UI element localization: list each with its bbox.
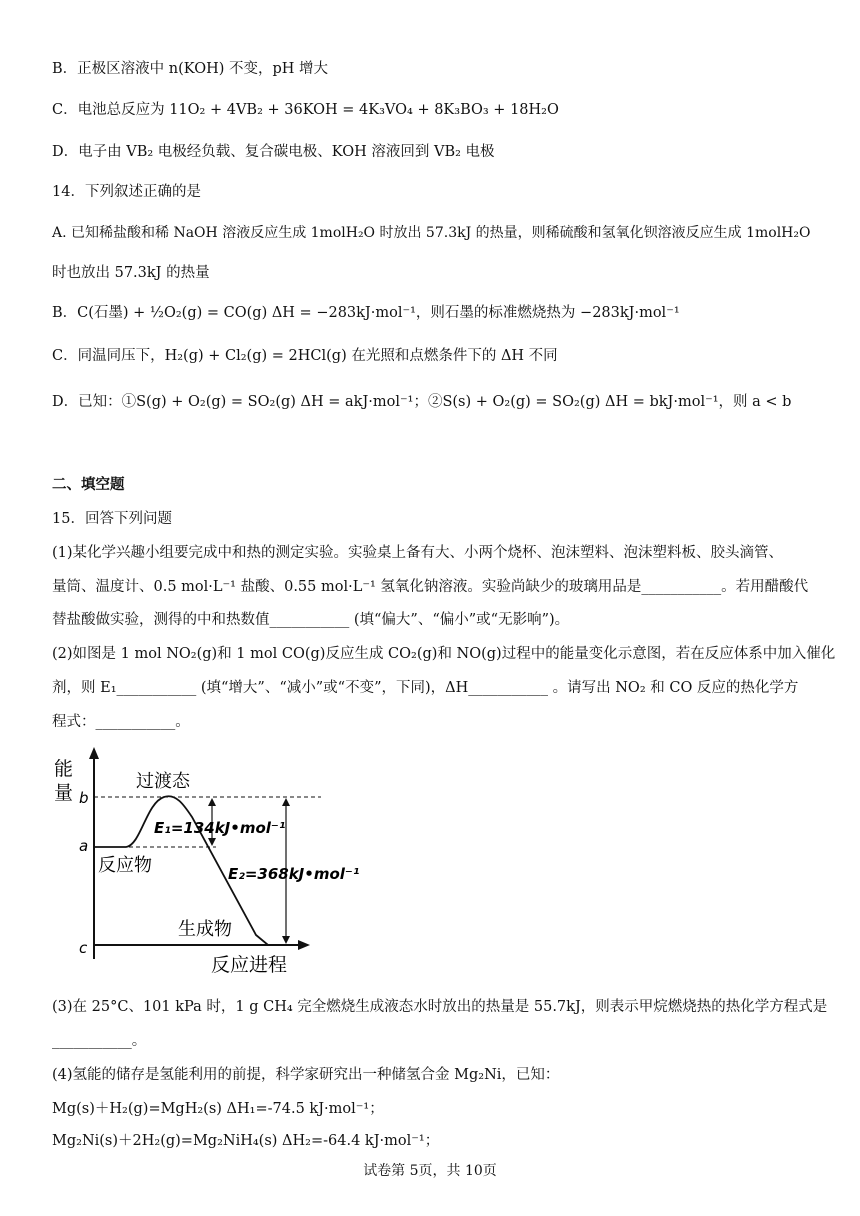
option-13c: C．电池总反应为 11O₂ + 4VB₂ + 36KOH = 4K₃VO₄ + 8K₃BO₃ + 18H₂O (52, 102, 559, 118)
y-axis-label-top: 能 (54, 758, 74, 780)
energy-diagram (46, 745, 366, 977)
question-14-stem: 14．下列叙述正确的是 (52, 184, 201, 200)
question-15-part1-line3: 替盐酸做实验，测得的中和热数值___________ (填“偏大”、“偏小”或“无影响”)。 (52, 612, 570, 628)
level-b-label: b (79, 789, 89, 807)
level-a-label: a (79, 837, 89, 855)
option-14a-line1: A. 已知稀盐酸和稀 NaOH 溶液反应生成 1molH₂O 时放出 57.3kJ 的热量，则稀硫酸和氢氧化钡溶液反应生成 1molH₂O (52, 225, 811, 241)
products-label: 生成物 (178, 919, 232, 940)
level-c-label: c (79, 939, 88, 957)
e2-label: E₂=368kJ•mol⁻¹ (228, 865, 360, 883)
option-14b: B．C(石墨) + ½O₂(g) = CO(g) ΔH = −283kJ·mol⁻¹，则石墨的标准燃烧热为 −283kJ·mol⁻¹ (52, 305, 680, 321)
y-axis-label-bottom: 量 (54, 782, 74, 804)
transition-state-label: 过渡态 (136, 771, 190, 792)
question-15-part2-line3: 程式：___________。 (52, 714, 190, 730)
question-15-part4-line1: (4)氢能的储存是氢能利用的前提，科学家研究出一种储氢合金 Mg₂Ni，已知： (52, 1067, 560, 1083)
question-15-part1-line2: 量筒、温度计、0.5 mol·L⁻¹ 盐酸、0.55 mol·L⁻¹ 氢氧化钠溶液。实验尚缺少的玻璃用品是___________。若用醋酸代 (52, 579, 809, 595)
option-14c: C．同温同压下，H₂(g) + Cl₂(g) = 2HCl(g) 在光照和点燃条件下的 ΔH 不同 (52, 348, 558, 364)
page-footer: 试卷第 5页，共 10页 (363, 1163, 497, 1179)
section-heading: 二、填空题 (52, 477, 125, 493)
question-15-part3-line2: ___________。 (52, 1033, 147, 1049)
e2-arrow-down (282, 936, 290, 944)
question-15-part1-line1: (1)某化学兴趣小组要完成中和热的测定实验。实验桌上备有大、小两个烧杯、泡沫塑料、泡沫塑料板、胶头滴管、 (52, 545, 784, 561)
option-13b: B．正极区溶液中 n(KOH) 不变，pH 增大 (52, 61, 329, 77)
question-15-stem: 15．回答下列问题 (52, 511, 172, 527)
question-15-part4-eq2: Mg₂Ni(s)＋2H₂(g)=Mg₂NiH₄(s) ΔH₂=-64.4 kJ·mol⁻¹； (52, 1133, 440, 1149)
question-15-part2-line2: 剂，则 E₁___________ (填“增大”、“减小”或“不变”，下同)，ΔH___________ 。请写出 NO₂ 和 CO 反应的热化学方 (52, 680, 799, 696)
question-15-part3-line1: (3)在 25°C、101 kPa 时，1 g CH₄ 完全燃烧生成液态水时放出的热量是 55.7kJ，则表示甲烷燃烧热的热化学方程式是 (52, 999, 828, 1015)
option-14a-line2: 时也放出 57.3kJ 的热量 (52, 265, 210, 281)
y-axis-arrow (89, 747, 99, 759)
option-14d: D．已知：①S(g) + O₂(g) = SO₂(g) ΔH = akJ·mol⁻¹；②S(s) + O₂(g) = SO₂(g) ΔH = bkJ·mol⁻¹，则 a < b (52, 394, 792, 410)
e1-label: E₁=134kJ•mol⁻¹ (154, 819, 286, 837)
e2-arrow-up (282, 798, 290, 806)
question-15-part4-eq1: Mg(s)＋H₂(g)=MgH₂(s) ΔH₁=-74.5 kJ·mol⁻¹； (52, 1101, 384, 1117)
question-15-part2-line1: (2)如图是 1 mol NO₂(g)和 1 mol CO(g)反应生成 CO₂(g)和 NO(g)过程中的能量变化示意图，若在反应体系中加入催化 (52, 646, 836, 662)
x-axis-label: 反应进程 (211, 954, 288, 976)
option-13d: D．电子由 VB₂ 电极经负载、复合碳电极、KOH 溶液回到 VB₂ 电极 (52, 144, 495, 160)
e1-arrow-down (208, 838, 216, 846)
reactants-label: 反应物 (98, 855, 152, 876)
e1-arrow-up (208, 798, 216, 806)
